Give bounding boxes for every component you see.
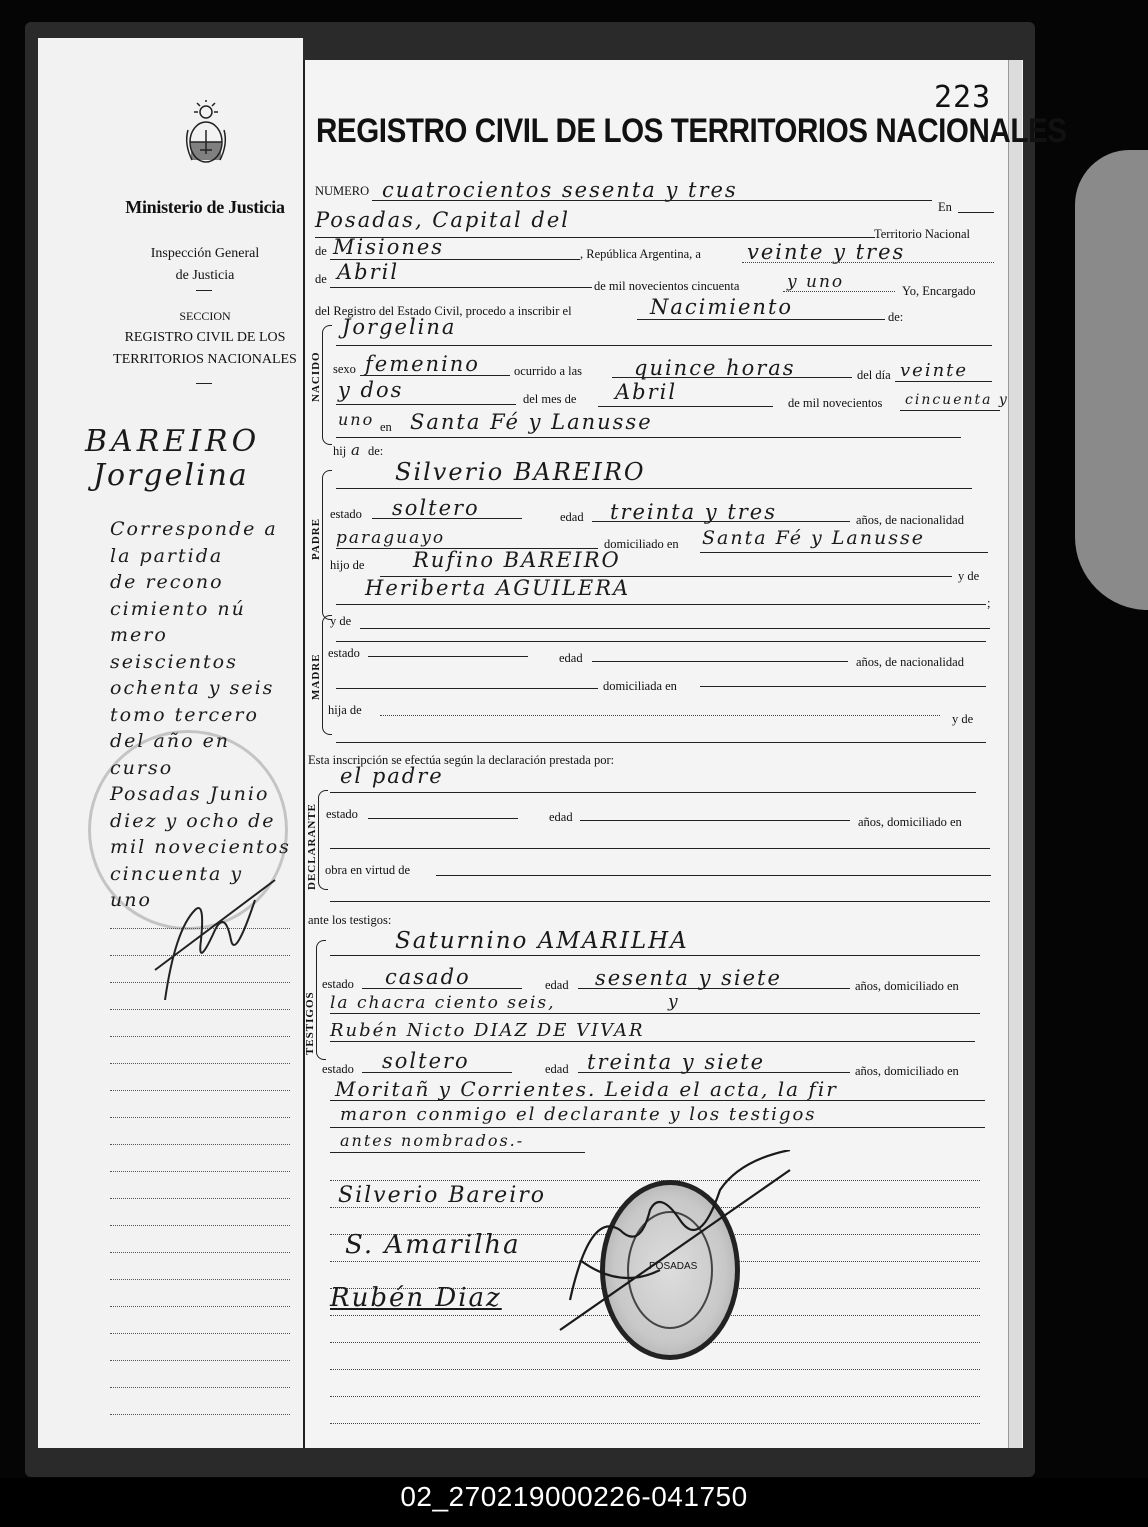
inspeccion-label: [100, 243, 310, 287]
registrar-signature: [320, 1150, 800, 1350]
testigo1-y-value: y: [668, 992, 680, 1012]
territorio-value: Misiones: [333, 235, 445, 259]
en-label: En: [938, 200, 952, 214]
lugar-value: Posadas, Capital del: [315, 208, 570, 232]
ruled-line: [330, 1423, 980, 1424]
margin-note-line: Posadas Junio: [110, 783, 270, 805]
margin-note-line: ochenta y seis: [110, 677, 275, 699]
signature-witness-1: S. Amarilha: [345, 1230, 521, 1260]
margin-signature: [135, 870, 285, 1010]
nombre-value: Jorgelina: [342, 315, 457, 339]
testigo2-estado-value: soltero: [382, 1049, 470, 1073]
margin-note-line: de recono: [110, 571, 224, 593]
numero-label: NUMERO: [315, 184, 370, 198]
domiciliado-label: domiciliado en: [604, 537, 679, 551]
ruled-line: [110, 1387, 290, 1388]
margin-note-line: Corresponde a: [110, 518, 278, 540]
abuelo-value: Rufino BAREIRO: [413, 548, 621, 572]
folio-number: 223: [934, 80, 992, 115]
anio-nac-value: cincuenta y: [905, 392, 1009, 408]
republica-label: , República Argentina, a: [580, 247, 701, 261]
margin-note-line: tomo tercero: [110, 703, 259, 726]
ocurrido-label: ocurrido a las: [514, 364, 583, 378]
cierre-line: Moritañ y Corrientes. Leida el acta, la fir: [335, 1077, 838, 1101]
hij-suffix: a: [351, 441, 362, 459]
divider: [196, 383, 212, 384]
ruled-line: [110, 1225, 290, 1226]
estado-label: estado: [322, 1062, 354, 1076]
ruled-line: [330, 1369, 980, 1370]
margin-note-line: uno: [110, 889, 152, 911]
margin-surname: BAREIRO: [85, 424, 261, 459]
ruled-line: [110, 1360, 290, 1361]
mil-novecientos-label: de mil novecientos: [788, 396, 883, 410]
testigos-label: TESTIGOS: [304, 991, 316, 1055]
anio-nac-value-2: uno: [338, 410, 375, 429]
padre-nacionalidad-value: paraguayo: [336, 528, 446, 548]
ministry-title: Ministerio de Justicia: [125, 197, 285, 217]
declaracion-label: Esta inscripción se efectúa según la declaración prestada por:: [308, 753, 615, 767]
abuela-value: Heriberta AGUILERA: [365, 576, 631, 600]
ruled-line: [110, 1036, 290, 1037]
ruled-line: [110, 1063, 290, 1064]
domiciliada-label: domiciliada en: [603, 679, 677, 693]
en-label: en: [380, 420, 392, 434]
del-mes-label: del mes de: [523, 392, 577, 406]
hand: [1075, 150, 1148, 610]
padre-edad-value: treinta y tres: [610, 500, 778, 524]
signature-witness-2: Rubén Diaz: [330, 1283, 502, 1313]
edad-label: edad: [559, 651, 583, 665]
nacido-label: NACIDO: [310, 351, 322, 402]
obra-label: obra en virtud de: [325, 863, 411, 877]
seal-text: POSADAS: [649, 1261, 698, 1272]
inspeccion-line: Inspección General: [150, 246, 260, 261]
ruled-line: [330, 1396, 980, 1397]
y-de-label: y de: [952, 712, 974, 726]
declarante-value: el padre: [340, 764, 444, 788]
ruled-line: [110, 1306, 290, 1307]
ruled-line: [110, 1333, 290, 1334]
de-colon-label: de:: [888, 310, 904, 324]
edad-label: edad: [549, 810, 573, 824]
hora-value: quince horas: [634, 356, 796, 380]
anos-domiciliado-label: años, domiciliado en: [855, 1064, 959, 1078]
testigo1-value: Saturnino AMARILHA: [395, 928, 689, 954]
anio-value: y uno: [787, 272, 845, 292]
testigo2-edad-value: treinta y siete: [587, 1050, 766, 1074]
madre-label: MADRE: [310, 653, 322, 700]
edad-label: edad: [560, 510, 584, 524]
yo-label: Yo, Encargado: [902, 284, 976, 298]
territorio-label: Territorio Nacional: [874, 227, 970, 241]
ruled-line: [110, 1414, 290, 1415]
edad-label: edad: [545, 1062, 569, 1076]
dia-value: veinte y tres: [747, 240, 906, 264]
estado-label: estado: [328, 646, 360, 660]
hijo-de-label: hijo de: [330, 558, 365, 572]
cierre-line: antes nombrados.-: [340, 1131, 525, 1150]
margin-note-line: cincuenta y: [110, 862, 244, 885]
margin-note-line: cimiento nú: [110, 597, 246, 620]
signature-father: Silverio Bareiro: [338, 1183, 546, 1208]
page-title: REGISTRO CIVIL DE LOS TERRITORIOS NACIONALES: [316, 112, 1067, 150]
padre-nombre-value: Silverio BAREIRO: [395, 458, 646, 486]
anos-domiciliado-label: años, domiciliado en: [855, 979, 959, 993]
edad-label: edad: [545, 978, 569, 992]
ruled-line: [110, 1171, 290, 1172]
ruled-line: [110, 1090, 290, 1091]
testigo1-domicilio-value: la chacra ciento seis,: [330, 993, 556, 1013]
dia-nac-value-2: y dos: [338, 378, 404, 402]
testigo1-edad-value: sesenta y siete: [595, 966, 782, 990]
lugar-nac-value: Santa Fé y Lanusse: [410, 410, 653, 434]
ruled-line: [110, 1144, 290, 1145]
padre-label: PADRE: [310, 517, 322, 560]
seccion-line: TERRITORIOS NACIONALES: [113, 352, 297, 367]
margin-note-line: mil novecientos: [110, 836, 291, 858]
ruled-line: [110, 1198, 290, 1199]
testigo2-value: Rubén Nicto DIAZ DE VIVAR: [330, 1020, 645, 1041]
padre-estado-value: soltero: [392, 496, 480, 520]
ruled-line: [110, 1252, 290, 1253]
anos-nacionalidad-label: años, de nacionalidad: [856, 655, 964, 669]
de-label: de: [315, 244, 327, 258]
registro-label: del Registro del Estado Civil, procedo a inscribir el: [315, 304, 572, 318]
ruled-line: [110, 1279, 290, 1280]
seccion-line: SECCION: [179, 309, 231, 323]
inspeccion-line: de Justicia: [175, 268, 235, 283]
y-de-label: y de: [330, 614, 352, 628]
hija-de-label: hija de: [328, 703, 362, 717]
margin-note: [110, 516, 300, 914]
document-id: 02_270219000226-041750: [400, 1481, 748, 1512]
margin-note-line: del año en curso: [110, 730, 231, 779]
margin-note-line: diez y ocho de: [110, 809, 276, 832]
testigo1-estado-value: casado: [385, 965, 471, 989]
estado-label: estado: [326, 807, 358, 821]
padre-domicilio-value: Santa Fé y Lanusse: [702, 527, 925, 549]
mil-cincuenta-label: de mil novecientos cincuenta: [594, 279, 740, 293]
seccion-line: REGISTRO CIVIL DE LOS: [124, 330, 286, 345]
numero-value: cuatrocientos sesenta y tres: [382, 178, 738, 202]
acto-value: Nacimiento: [650, 295, 794, 319]
sexo-label: sexo: [333, 362, 356, 376]
cierre-line: maron conmigo el declarante y los testigos: [340, 1104, 817, 1125]
seccion-label: [100, 305, 310, 371]
ante-testigos-label: ante los testigos:: [308, 913, 392, 927]
estado-label: estado: [322, 977, 354, 991]
divider: [196, 290, 212, 291]
coat-of-arms-icon: [182, 100, 230, 170]
de-label: de: [315, 272, 327, 286]
dia-nac-value: veinte: [900, 360, 969, 381]
margin-note-line: mero seiscientos: [110, 624, 238, 673]
estado-label: estado: [330, 507, 362, 521]
declarante-label: DECLARANTE: [306, 802, 318, 890]
mes-nac-value: Abril: [615, 380, 678, 404]
del-dia-label: del día: [857, 368, 891, 382]
margin-name: [85, 425, 260, 493]
ruled-line: [110, 1117, 290, 1118]
hij-label: hij: [333, 444, 347, 458]
margin-given-name: Jorgelina: [93, 458, 249, 493]
anos-domiciliado-label: años, domiciliado en: [858, 815, 962, 829]
margin-note-line: la partida: [110, 544, 224, 567]
anos-nacionalidad-label: años, de nacionalidad: [856, 513, 964, 527]
sexo-value: femenino: [365, 352, 480, 376]
y-de-label: y de: [958, 569, 980, 583]
mes-value: Abril: [337, 260, 400, 284]
page-edge: [1008, 60, 1022, 1448]
